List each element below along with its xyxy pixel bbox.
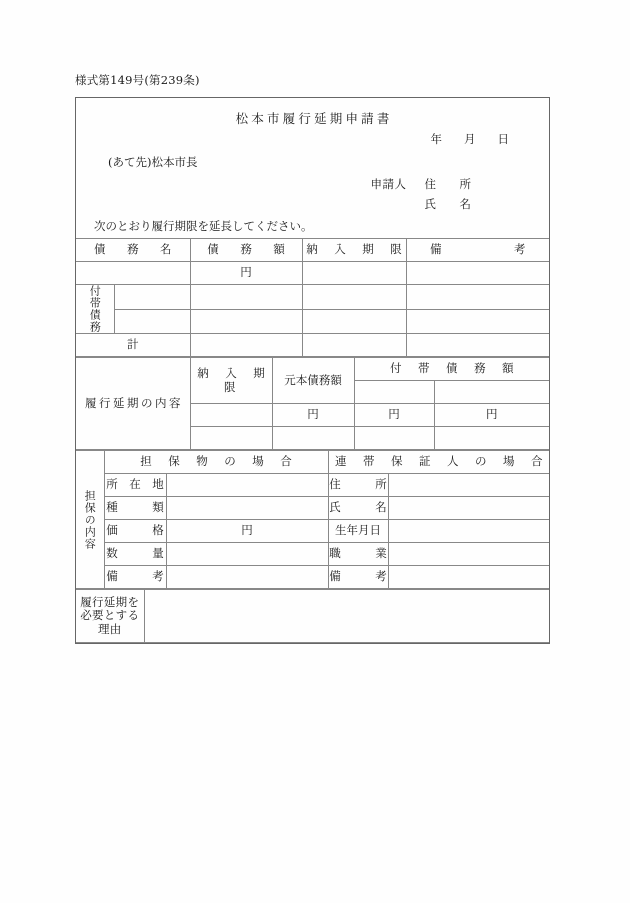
deferral-header-due-date: 納 入 期 限 xyxy=(190,358,272,404)
deferral-row-label: 履行延期の内容 xyxy=(76,358,190,450)
collateral-guarantor-value-occupation[interactable] xyxy=(388,543,549,566)
incidental-cell-name-2[interactable] xyxy=(114,309,190,334)
incidental-cell-name-1[interactable] xyxy=(114,285,190,310)
debt-table xyxy=(76,238,549,357)
collateral-row xyxy=(76,566,549,589)
incidental-cell-amount-1[interactable] xyxy=(190,285,302,310)
debt-header-remarks: 備 考 xyxy=(406,239,549,262)
deferral-incidental-subheader-2[interactable] xyxy=(434,381,549,404)
applicant-address-label: 住 所 xyxy=(424,177,477,191)
collateral-property-label-price: 価 格 xyxy=(104,520,166,543)
deferral-header-incidental: 付 帯 債 務 額 xyxy=(354,358,549,381)
date-month-label: 月 xyxy=(464,132,476,146)
form-frame xyxy=(75,97,550,644)
collateral-row xyxy=(76,543,549,566)
deferral-blank-due-date[interactable] xyxy=(190,427,272,450)
incidental-cell-remarks-2[interactable] xyxy=(406,309,549,334)
collateral-property-value-type[interactable] xyxy=(166,497,328,520)
date-year-label: 年 xyxy=(430,132,442,146)
debt-cell-remarks[interactable] xyxy=(406,262,549,285)
collateral-property-value-remarks[interactable] xyxy=(166,566,328,589)
collateral-row-label-text: 担保の内容 xyxy=(83,489,97,550)
collateral-guarantor-label-birthdate: 生年月日 xyxy=(328,520,388,543)
collateral-property-header: 担 保 物 の 場 合 xyxy=(104,451,328,474)
collateral-property-label-type: 種 類 xyxy=(104,497,166,520)
collateral-property-value-price[interactable]: 円 xyxy=(166,520,328,543)
deferral-cell-incidental-1-yen[interactable]: 円 xyxy=(354,404,434,427)
collateral-guarantor-value-remarks[interactable] xyxy=(388,566,549,589)
debt-total-amount[interactable] xyxy=(190,334,302,357)
debt-header-name: 債 務 名 xyxy=(76,239,190,262)
debt-table-row xyxy=(76,309,549,334)
header-block xyxy=(76,98,549,238)
debt-table-header-row xyxy=(76,239,549,262)
collateral-property-label-quantity: 数 量 xyxy=(104,543,166,566)
collateral-row-label xyxy=(76,451,104,589)
applicant-address-line xyxy=(371,176,478,192)
debt-table-total-row xyxy=(76,334,549,357)
deferral-blank-incidental-1[interactable] xyxy=(354,427,434,450)
incidental-debt-label xyxy=(76,285,114,334)
deferral-cell-principal-yen[interactable]: 円 xyxy=(272,404,354,427)
deferral-blank-incidental-2[interactable] xyxy=(434,427,549,450)
reason-table xyxy=(76,589,549,643)
form-number: 様式第149号(第239条) xyxy=(75,73,200,87)
debt-cell-name[interactable] xyxy=(76,262,190,285)
collateral-row xyxy=(76,497,549,520)
debt-total-remarks[interactable] xyxy=(406,334,549,357)
incidental-cell-due-date-1[interactable] xyxy=(302,285,406,310)
collateral-guarantor-label-address: 住 所 xyxy=(328,474,388,497)
deferral-blank-principal[interactable] xyxy=(272,427,354,450)
reason-row xyxy=(76,590,549,643)
applicant-name-line xyxy=(419,196,478,212)
collateral-row xyxy=(76,474,549,497)
collateral-property-label-location: 所 在 地 xyxy=(104,474,166,497)
collateral-guarantor-label-occupation: 職 業 xyxy=(328,543,388,566)
collateral-guarantor-header: 連 帯 保 証 人 の 場 合 xyxy=(328,451,549,474)
debt-header-amount: 債 務 額 xyxy=(190,239,302,262)
debt-total-due-date[interactable] xyxy=(302,334,406,357)
incidental-cell-amount-2[interactable] xyxy=(190,309,302,334)
collateral-property-value-location[interactable] xyxy=(166,474,328,497)
date-line xyxy=(431,131,510,147)
reason-input-area[interactable] xyxy=(144,590,549,643)
collateral-guarantor-label-remarks: 備 考 xyxy=(328,566,388,589)
collateral-table xyxy=(76,450,549,589)
deferral-header-principal: 元本債務額 xyxy=(272,358,354,404)
collateral-guarantor-value-address[interactable] xyxy=(388,474,549,497)
collateral-property-label-remarks: 備 考 xyxy=(104,566,166,589)
collateral-guarantor-value-birthdate[interactable] xyxy=(388,520,549,543)
deferral-incidental-subheader-1[interactable] xyxy=(354,381,434,404)
applicant-name-label: 氏 名 xyxy=(424,197,477,211)
debt-table-row xyxy=(76,285,549,310)
collateral-property-value-quantity[interactable] xyxy=(166,543,328,566)
page-title: 松本市履行延期申請書 xyxy=(235,111,393,126)
debt-header-due-date: 納 入 期 限 xyxy=(302,239,406,262)
applicant-label: 申請人 xyxy=(370,177,407,191)
incidental-debt-label-text: 付帯債務 xyxy=(88,285,102,333)
deferral-cell-due-date[interactable] xyxy=(190,404,272,427)
incidental-cell-remarks-1[interactable] xyxy=(406,285,549,310)
incidental-cell-due-date-2[interactable] xyxy=(302,309,406,334)
debt-total-label: 計 xyxy=(76,334,190,357)
debt-table-row xyxy=(76,262,549,285)
deferral-cell-incidental-2-yen[interactable]: 円 xyxy=(434,404,549,427)
collateral-guarantor-value-name[interactable] xyxy=(388,497,549,520)
debt-cell-due-date[interactable] xyxy=(302,262,406,285)
collateral-row xyxy=(76,520,549,543)
addressee-line: (あて先)松本市長 xyxy=(108,155,198,169)
date-day-label: 日 xyxy=(497,132,509,146)
collateral-header-row xyxy=(76,451,549,474)
collateral-guarantor-label-name: 氏 名 xyxy=(328,497,388,520)
deferral-table xyxy=(76,357,549,450)
reason-label: 履行延期を必要とする理由 xyxy=(76,590,144,643)
deferral-header-row-1 xyxy=(76,358,549,381)
debt-cell-amount-yen[interactable]: 円 xyxy=(190,262,302,285)
request-sentence: 次のとおり履行期限を延長してください。 xyxy=(94,219,313,233)
